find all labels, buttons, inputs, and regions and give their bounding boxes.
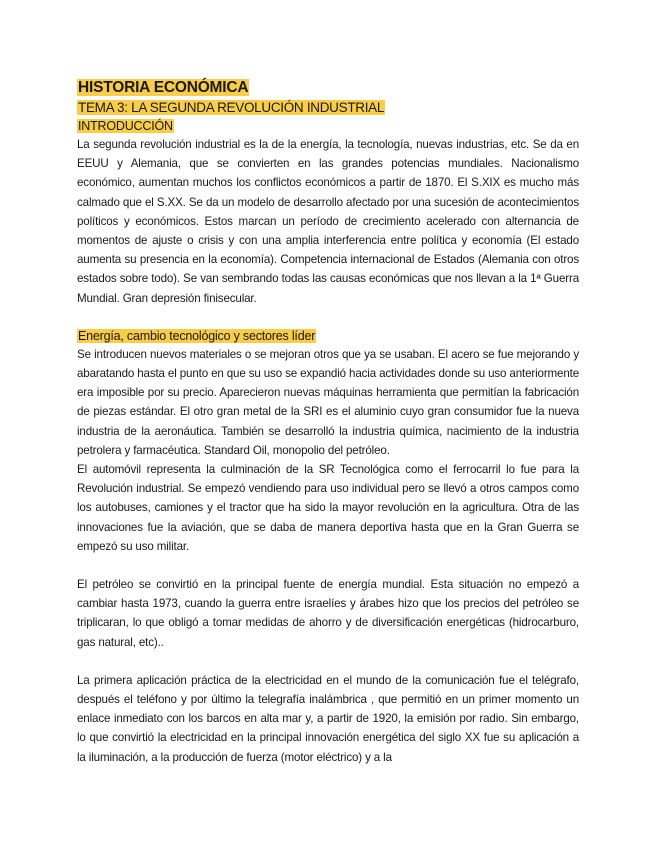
energy-paragraph-1: Se introducen nuevos materiales o se mejoran otros que ya se usaban. El acero se fue mejorando y abaratando hasta el punto en que su uso se expandió hacia actividades donde su uso anteriormente era imposible por su precio. Aparecieron nuevas máquinas herramienta que permitían la fabricación de piezas estándar. El otro gran metal de la SRI es el aluminio cuyo gran consumidor fue la nueva industria de la aeronáutica. También se desarrolló la industria química, nacimiento de la industria petrolera y farmacéutica. Standard Oil, monopolio del petróleo.	[77, 347, 579, 457]
document-title-line	[77, 78, 579, 98]
section-heading-energy-line	[77, 327, 579, 345]
document-page	[77, 78, 579, 767]
energy-paragraph-2: El automóvil representa la culminación de la SR Tecnológica como el ferrocarril lo fue para la Revolución industrial. Se empezó vendiendo para uso individual pero se llevó a otros campos como los autobuses, camiones y el tractor que ha sido la mayor revolución en la agricultura. Otra de las innovaciones fue la aviación, que se daba de manera deportiva hasta que en la Gran Guerra se empezó su uso militar.	[77, 463, 579, 553]
intro-paragraph: La segunda revolución industrial es la de la energía, la tecnología, nuevas industrias, etc. Se da en EEUU y Alemania, que se convierten en las grandes potencias mundiales. Nacionalismo económico, aumentan muchos los conflictos económicos a partir de 1870. El S.XIX es mucho más calmado que el S.XX. Se da un modelo de desarrollo afectado por una sucesión de acontecimientos políticos y económicos. Estos marcan un período de crecimiento acelerado con alternancia de momentos de ajuste o crisis y con una amplia interferencia entre política y economía (El estado aumenta su presencia en la economía). Competencia internacional de Estados (Alemania con otros estados sobre todo). Se van sembrando todas las causas económicas que nos llevan a la 1ª Guerra Mundial. Gran depresión finisecular.	[77, 138, 579, 305]
spacer	[77, 308, 579, 327]
section-heading-energy: Energía, cambio tecnológico y sectores líder	[78, 328, 316, 343]
energy-paragraph-3: El petróleo se convirtió en la principal fuente de energía mundial. Esta situación no empezó a cambiar hasta 1973, cuando la guerra entre israelíes y árabes hizo que los precios del petróleo se triplicaran, lo que obligó a tomar medidas de ahorro y de diversificación energéticas (hidrocarburo, gas natural, etc)..	[77, 578, 579, 649]
spacer	[77, 652, 579, 671]
section-heading-intro: INTRODUCCIÓN	[78, 119, 173, 133]
energy-paragraph-4: La primera aplicación práctica de la electricidad en el mundo de la comunicación fue el telégrafo, después el teléfono y por último la telegrafía inalámbrica , que permitió en un primer momento un enlace inmediato con los barcos en alta mar y, a partir de 1920, la emisión por radio. Sin embargo, lo que convirtió la electricidad en la principal innovación energética del siglo XX fue su aplicación a la iluminación, a la producción de fuerza (motor eléctrico) y a la	[77, 673, 579, 764]
document-subtitle-line	[77, 98, 579, 117]
section-heading-intro-line	[77, 117, 579, 135]
document-subtitle: TEMA 3: LA SEGUNDA REVOLUCIÓN INDUSTRIAL	[78, 100, 385, 115]
document-title: HISTORIA ECONÓMICA	[78, 79, 249, 96]
spacer	[77, 556, 579, 575]
